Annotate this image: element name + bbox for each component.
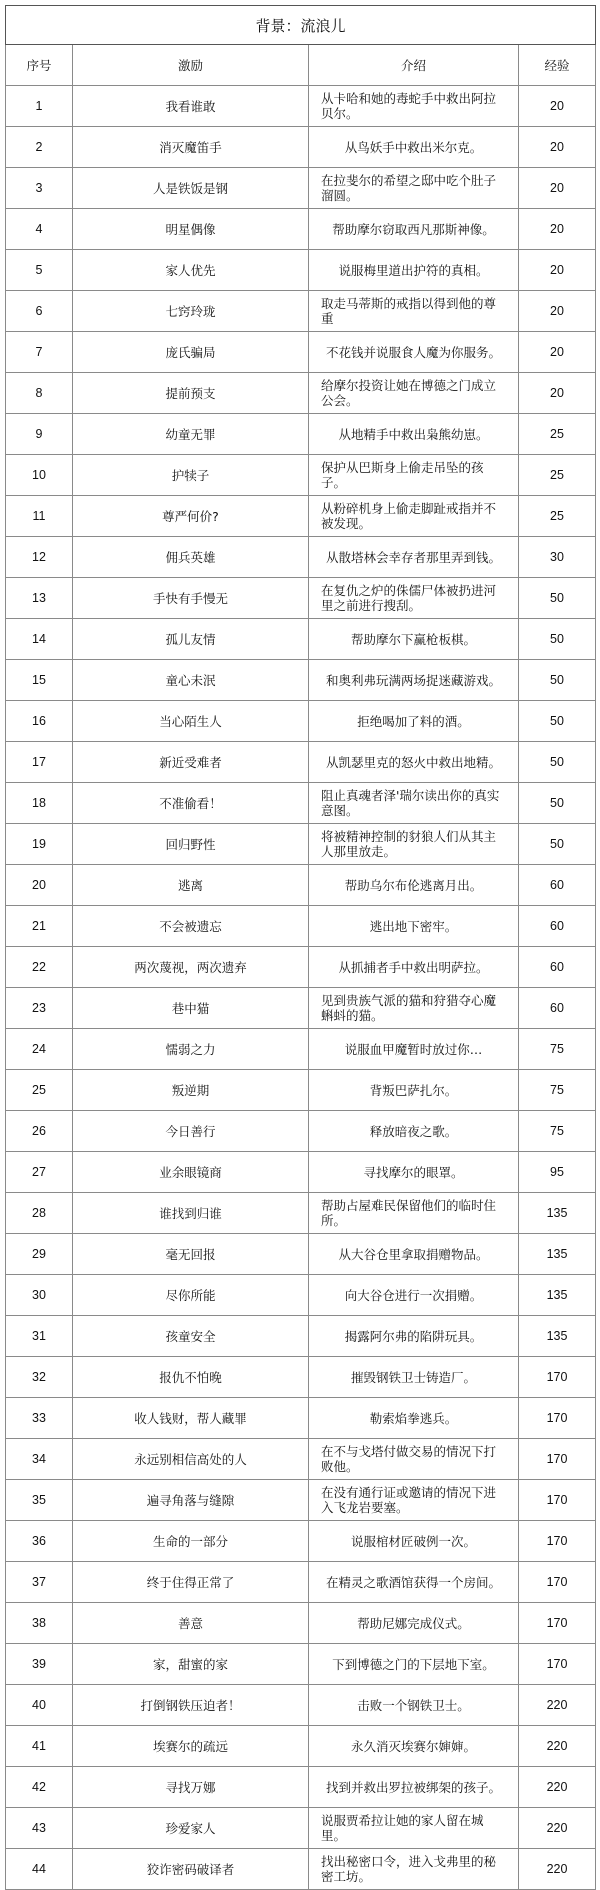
row-description [309, 1070, 519, 1111]
row-description-text: 从散塔林会幸存者那里弄到钱。 [325, 549, 501, 565]
row-description-text: 勒索焰拳逃兵。 [369, 1410, 458, 1426]
row-number: 31 [6, 1316, 73, 1357]
row-description [309, 332, 519, 373]
row-number: 30 [6, 1275, 73, 1316]
row-experience: 50 [519, 742, 596, 783]
row-description-text: 在拉斐尔的希望之邸中吃个肚子溜圆。 [321, 173, 497, 203]
row-achievement-name: 孩童安全 [73, 1316, 309, 1357]
row-description-text: 帮助尼娜完成仪式。 [357, 1615, 470, 1631]
row-experience: 25 [519, 455, 596, 496]
row-achievement-name: 谁找到归谁 [73, 1193, 309, 1234]
row-description [309, 1521, 519, 1562]
row-experience: 25 [519, 414, 596, 455]
row-experience: 220 [519, 1767, 596, 1808]
row-achievement-name: 不准偷看！ [73, 783, 309, 824]
table-row [6, 865, 596, 906]
row-achievement-name: 收人钱财，帮人藏罪 [73, 1398, 309, 1439]
row-experience: 220 [519, 1726, 596, 1767]
row-achievement-name: 逃离 [73, 865, 309, 906]
header-exp: 经验 [519, 45, 596, 86]
row-number: 19 [6, 824, 73, 865]
row-number: 7 [6, 332, 73, 373]
table-row [6, 250, 596, 291]
row-achievement-name: 永远别相信高处的人 [73, 1439, 309, 1480]
row-experience: 170 [519, 1398, 596, 1439]
row-description-text: 拒绝喝加了料的酒。 [357, 713, 470, 729]
row-achievement-name: 懦弱之力 [73, 1029, 309, 1070]
row-description [309, 1152, 519, 1193]
row-description-text: 从地精手中救出枭熊幼崽。 [338, 426, 489, 442]
row-description [309, 1398, 519, 1439]
row-experience: 50 [519, 660, 596, 701]
row-experience: 75 [519, 1070, 596, 1111]
row-experience: 20 [519, 373, 596, 414]
row-achievement-name: 七窍玲珑 [73, 291, 309, 332]
table-row [6, 1603, 596, 1644]
row-experience: 135 [519, 1193, 596, 1234]
table-row [6, 414, 596, 455]
table-row [6, 1480, 596, 1521]
row-description [309, 619, 519, 660]
row-description [309, 455, 519, 496]
row-experience: 135 [519, 1275, 596, 1316]
row-achievement-name: 终于住得正常了 [73, 1562, 309, 1603]
row-description-text: 逃出地下密牢。 [369, 918, 458, 934]
table-row [6, 701, 596, 742]
table-row [6, 291, 596, 332]
row-achievement-name: 童心未泯 [73, 660, 309, 701]
row-experience: 170 [519, 1521, 596, 1562]
row-description-text: 永久消灭埃赛尔婶婶。 [350, 1738, 476, 1754]
row-achievement-name: 人是铁饭是钢 [73, 168, 309, 209]
table-row [6, 1644, 596, 1685]
row-description-text: 找出秘密口令，进入戈弗里的秘密工坊。 [321, 1854, 497, 1884]
row-achievement-name: 手快有手慢无 [73, 578, 309, 619]
table-row [6, 332, 596, 373]
row-description [309, 1685, 519, 1726]
row-experience: 20 [519, 209, 596, 250]
row-description-text: 从卡哈和她的毒蛇手中救出阿拉贝尔。 [321, 91, 497, 121]
row-number: 9 [6, 414, 73, 455]
row-experience: 20 [519, 291, 596, 332]
table-row [6, 742, 596, 783]
table-row [6, 1111, 596, 1152]
row-number: 35 [6, 1480, 73, 1521]
table-row [6, 373, 596, 414]
row-achievement-name: 毫无回报 [73, 1234, 309, 1275]
row-number: 42 [6, 1767, 73, 1808]
row-experience: 50 [519, 783, 596, 824]
row-achievement-name: 家，甜蜜的家 [73, 1644, 309, 1685]
row-number: 17 [6, 742, 73, 783]
table-row [6, 1152, 596, 1193]
row-achievement-name: 消灭魔笛手 [73, 127, 309, 168]
row-achievement-name: 回归野性 [73, 824, 309, 865]
row-description-text: 保护从巴斯身上偷走吊坠的孩子。 [321, 460, 484, 490]
row-experience: 170 [519, 1644, 596, 1685]
row-description [309, 742, 519, 783]
row-description [309, 988, 519, 1029]
table-row [6, 1070, 596, 1111]
row-achievement-name: 幼童无罪 [73, 414, 309, 455]
table-row [6, 168, 596, 209]
table-row [6, 1685, 596, 1726]
row-number: 4 [6, 209, 73, 250]
row-experience: 25 [519, 496, 596, 537]
row-number: 37 [6, 1562, 73, 1603]
row-experience: 170 [519, 1480, 596, 1521]
header-desc: 介绍 [309, 45, 519, 86]
table-row [6, 988, 596, 1029]
row-description [309, 168, 519, 209]
table-row [6, 1562, 596, 1603]
achievement-table [5, 5, 596, 1890]
row-description-text: 见到贵族气派的猫和狩猎夺心魔蝌蚪的猫。 [321, 993, 497, 1023]
row-experience: 60 [519, 947, 596, 988]
table-row [6, 1316, 596, 1357]
row-experience: 50 [519, 701, 596, 742]
row-number: 26 [6, 1111, 73, 1152]
row-experience: 50 [519, 578, 596, 619]
row-achievement-name: 寻找万娜 [73, 1767, 309, 1808]
row-achievement-name: 孤儿友情 [73, 619, 309, 660]
row-number: 29 [6, 1234, 73, 1275]
table-row [6, 783, 596, 824]
row-description [309, 906, 519, 947]
row-achievement-name: 佣兵英雄 [73, 537, 309, 578]
row-number: 12 [6, 537, 73, 578]
row-description [309, 291, 519, 332]
row-description [309, 1726, 519, 1767]
row-description [309, 701, 519, 742]
row-description-text: 摧毁钢铁卫士铸造厂。 [350, 1369, 476, 1385]
table-row [6, 1193, 596, 1234]
row-number: 10 [6, 455, 73, 496]
row-description-text: 找到并救出罗拉被绑架的孩子。 [325, 1779, 501, 1795]
table-row [6, 209, 596, 250]
row-description [309, 373, 519, 414]
row-experience: 50 [519, 619, 596, 660]
row-achievement-name: 埃赛尔的疏远 [73, 1726, 309, 1767]
row-experience: 20 [519, 127, 596, 168]
row-experience: 60 [519, 865, 596, 906]
row-description [309, 1275, 519, 1316]
row-description-text: 在不与戈塔付做交易的情况下打败他。 [321, 1444, 497, 1474]
row-description-text: 和奥利弗玩满两场捉迷藏游戏。 [325, 672, 501, 688]
row-description [309, 783, 519, 824]
row-achievement-name: 报仇不怕晚 [73, 1357, 309, 1398]
row-experience: 60 [519, 906, 596, 947]
row-number: 21 [6, 906, 73, 947]
row-number: 13 [6, 578, 73, 619]
row-number: 33 [6, 1398, 73, 1439]
row-description-text: 从粉碎机身上偷走脚趾戒指并不被发现。 [321, 501, 497, 531]
row-description [309, 537, 519, 578]
row-description [309, 1644, 519, 1685]
row-description [309, 496, 519, 537]
row-description [309, 1808, 519, 1849]
row-number: 39 [6, 1644, 73, 1685]
row-achievement-name: 明星偶像 [73, 209, 309, 250]
row-number: 2 [6, 127, 73, 168]
row-description-text: 在复仇之炉的侏儒尸体被扔进河里之前进行搜刮。 [321, 583, 497, 613]
row-description-text: 释放暗夜之歌。 [369, 1123, 458, 1139]
row-experience: 170 [519, 1603, 596, 1644]
row-description-text: 揭露阿尔弗的陷阱玩具。 [344, 1328, 483, 1344]
row-number: 20 [6, 865, 73, 906]
table-row [6, 127, 596, 168]
row-description [309, 1193, 519, 1234]
row-number: 25 [6, 1070, 73, 1111]
row-description-text: 说服梅里道出护符的真相。 [338, 262, 489, 278]
row-achievement-name: 善意 [73, 1603, 309, 1644]
row-achievement-name: 家人优先 [73, 250, 309, 291]
row-description-text: 击败一个钢铁卫士。 [357, 1697, 470, 1713]
row-description-text: 取走马蒂斯的戒指以得到他的尊重 [321, 296, 497, 326]
table-row [6, 1357, 596, 1398]
header-name: 激励 [73, 45, 309, 86]
table-row [6, 1849, 596, 1890]
row-number: 43 [6, 1808, 73, 1849]
row-number: 8 [6, 373, 73, 414]
row-description [309, 250, 519, 291]
table-row [6, 1808, 596, 1849]
row-description [309, 1357, 519, 1398]
row-experience: 135 [519, 1316, 596, 1357]
row-description-text: 帮助占屋难民保留他们的临时住所。 [321, 1198, 497, 1228]
row-description-text: 帮助乌尔布伦逃离月出。 [344, 877, 483, 893]
row-experience: 170 [519, 1562, 596, 1603]
row-number: 24 [6, 1029, 73, 1070]
table-row [6, 660, 596, 701]
row-achievement-name: 当心陌生人 [73, 701, 309, 742]
row-experience: 135 [519, 1234, 596, 1275]
row-description-text: 背叛巴萨扎尔。 [369, 1082, 458, 1098]
table-row [6, 619, 596, 660]
row-experience: 60 [519, 988, 596, 1029]
row-description [309, 1439, 519, 1480]
table-row [6, 1726, 596, 1767]
row-number: 18 [6, 783, 73, 824]
row-description-text: 给摩尔投资让她在博德之门成立公会。 [321, 378, 497, 408]
row-description [309, 414, 519, 455]
table-row [6, 1439, 596, 1480]
row-achievement-name: 尽你所能 [73, 1275, 309, 1316]
row-achievement-name: 巷中猫 [73, 988, 309, 1029]
row-description-text: 说服棺材匠破例一次。 [350, 1533, 476, 1549]
row-achievement-name: 生命的一部分 [73, 1521, 309, 1562]
row-number: 36 [6, 1521, 73, 1562]
row-number: 15 [6, 660, 73, 701]
row-experience: 170 [519, 1357, 596, 1398]
row-description [309, 1562, 519, 1603]
table-row [6, 1029, 596, 1070]
row-number: 41 [6, 1726, 73, 1767]
row-description-text: 说服贾希拉让她的家人留在城里。 [321, 1813, 484, 1843]
row-description-text: 在精灵之歌酒馆获得一个房间。 [325, 1574, 501, 1590]
row-number: 38 [6, 1603, 73, 1644]
header-num: 序号 [6, 45, 73, 86]
row-description-text: 从大谷仓里拿取捐赠物品。 [338, 1246, 489, 1262]
table-row [6, 578, 596, 619]
row-description-text: 将被精神控制的豺狼人们从其主人那里放走。 [321, 829, 497, 859]
row-description-text: 从抓捕者手中救出明萨拉。 [338, 959, 489, 975]
row-number: 44 [6, 1849, 73, 1890]
row-experience: 20 [519, 168, 596, 209]
header-row [6, 45, 596, 86]
table-body [6, 86, 596, 1890]
row-experience: 220 [519, 1849, 596, 1890]
row-experience: 95 [519, 1152, 596, 1193]
row-description [309, 1029, 519, 1070]
row-description [309, 824, 519, 865]
row-description-text: 向大谷仓进行一次捐赠。 [344, 1287, 483, 1303]
row-achievement-name: 护犊子 [73, 455, 309, 496]
row-experience: 20 [519, 250, 596, 291]
row-experience: 20 [519, 86, 596, 127]
table-row [6, 906, 596, 947]
row-description-text: 帮助摩尔下赢枪板棋。 [350, 631, 476, 647]
row-description [309, 578, 519, 619]
row-description-text: 在没有通行证或邀请的情况下进入飞龙岩要塞。 [321, 1485, 497, 1515]
row-achievement-name: 遍寻角落与缝隙 [73, 1480, 309, 1521]
row-description [309, 1480, 519, 1521]
row-number: 14 [6, 619, 73, 660]
row-achievement-name: 不会被遗忘 [73, 906, 309, 947]
row-achievement-name: 今日善行 [73, 1111, 309, 1152]
row-description [309, 660, 519, 701]
row-description [309, 1111, 519, 1152]
row-number: 16 [6, 701, 73, 742]
row-number: 11 [6, 496, 73, 537]
row-number: 1 [6, 86, 73, 127]
row-description-text: 阻止真魂者泽'瑞尔读出你的真实意图。 [321, 788, 500, 818]
table-row [6, 537, 596, 578]
row-description-text: 不花钱并说服食人魔为你服务。 [325, 344, 501, 360]
table-row [6, 824, 596, 865]
row-number: 22 [6, 947, 73, 988]
table-row [6, 1398, 596, 1439]
row-number: 40 [6, 1685, 73, 1726]
row-experience: 50 [519, 824, 596, 865]
row-description [309, 1767, 519, 1808]
row-achievement-name: 叛逆期 [73, 1070, 309, 1111]
row-experience: 75 [519, 1111, 596, 1152]
row-number: 3 [6, 168, 73, 209]
row-experience: 170 [519, 1439, 596, 1480]
row-experience: 75 [519, 1029, 596, 1070]
table-row [6, 947, 596, 988]
row-number: 6 [6, 291, 73, 332]
row-achievement-name: 我看谁敢 [73, 86, 309, 127]
row-description-text: 下到博德之门的下层地下室。 [332, 1656, 495, 1672]
row-description [309, 1603, 519, 1644]
row-description [309, 86, 519, 127]
table-row [6, 1521, 596, 1562]
row-number: 27 [6, 1152, 73, 1193]
row-description [309, 127, 519, 168]
row-achievement-name: 新近受难者 [73, 742, 309, 783]
table-row [6, 1234, 596, 1275]
row-description [309, 947, 519, 988]
row-description [309, 1849, 519, 1890]
row-description [309, 865, 519, 906]
row-number: 32 [6, 1357, 73, 1398]
table-row [6, 496, 596, 537]
row-achievement-name: 打倒钢铁压迫者！ [73, 1685, 309, 1726]
table-row [6, 86, 596, 127]
row-description-text: 从凯瑟里克的怒火中救出地精。 [325, 754, 501, 770]
table-row [6, 455, 596, 496]
row-experience: 220 [519, 1808, 596, 1849]
row-achievement-name: 珍爱家人 [73, 1808, 309, 1849]
row-experience: 20 [519, 332, 596, 373]
row-description-text: 寻找摩尔的眼罩。 [363, 1164, 464, 1180]
row-description-text: 从鸟妖手中救出米尔克。 [344, 139, 483, 155]
table-title: 背景：流浪儿 [6, 6, 596, 45]
row-number: 28 [6, 1193, 73, 1234]
row-description [309, 209, 519, 250]
row-experience: 30 [519, 537, 596, 578]
row-achievement-name: 庞氏骗局 [73, 332, 309, 373]
row-achievement-name: 提前预支 [73, 373, 309, 414]
row-achievement-name: 狡诈密码破译者 [73, 1849, 309, 1890]
row-number: 34 [6, 1439, 73, 1480]
row-number: 23 [6, 988, 73, 1029]
row-description-text: 帮助摩尔窃取西凡那斯神像。 [332, 221, 495, 237]
row-description [309, 1316, 519, 1357]
table-row [6, 1767, 596, 1808]
row-number: 5 [6, 250, 73, 291]
row-description [309, 1234, 519, 1275]
row-achievement-name: 业余眼镜商 [73, 1152, 309, 1193]
row-experience: 220 [519, 1685, 596, 1726]
row-description-text: 说服血甲魔暂时放过你… [344, 1041, 483, 1057]
row-achievement-name: 两次蔑视，两次遗弃 [73, 947, 309, 988]
table-row [6, 1275, 596, 1316]
row-achievement-name: 尊严何价? [73, 496, 309, 537]
